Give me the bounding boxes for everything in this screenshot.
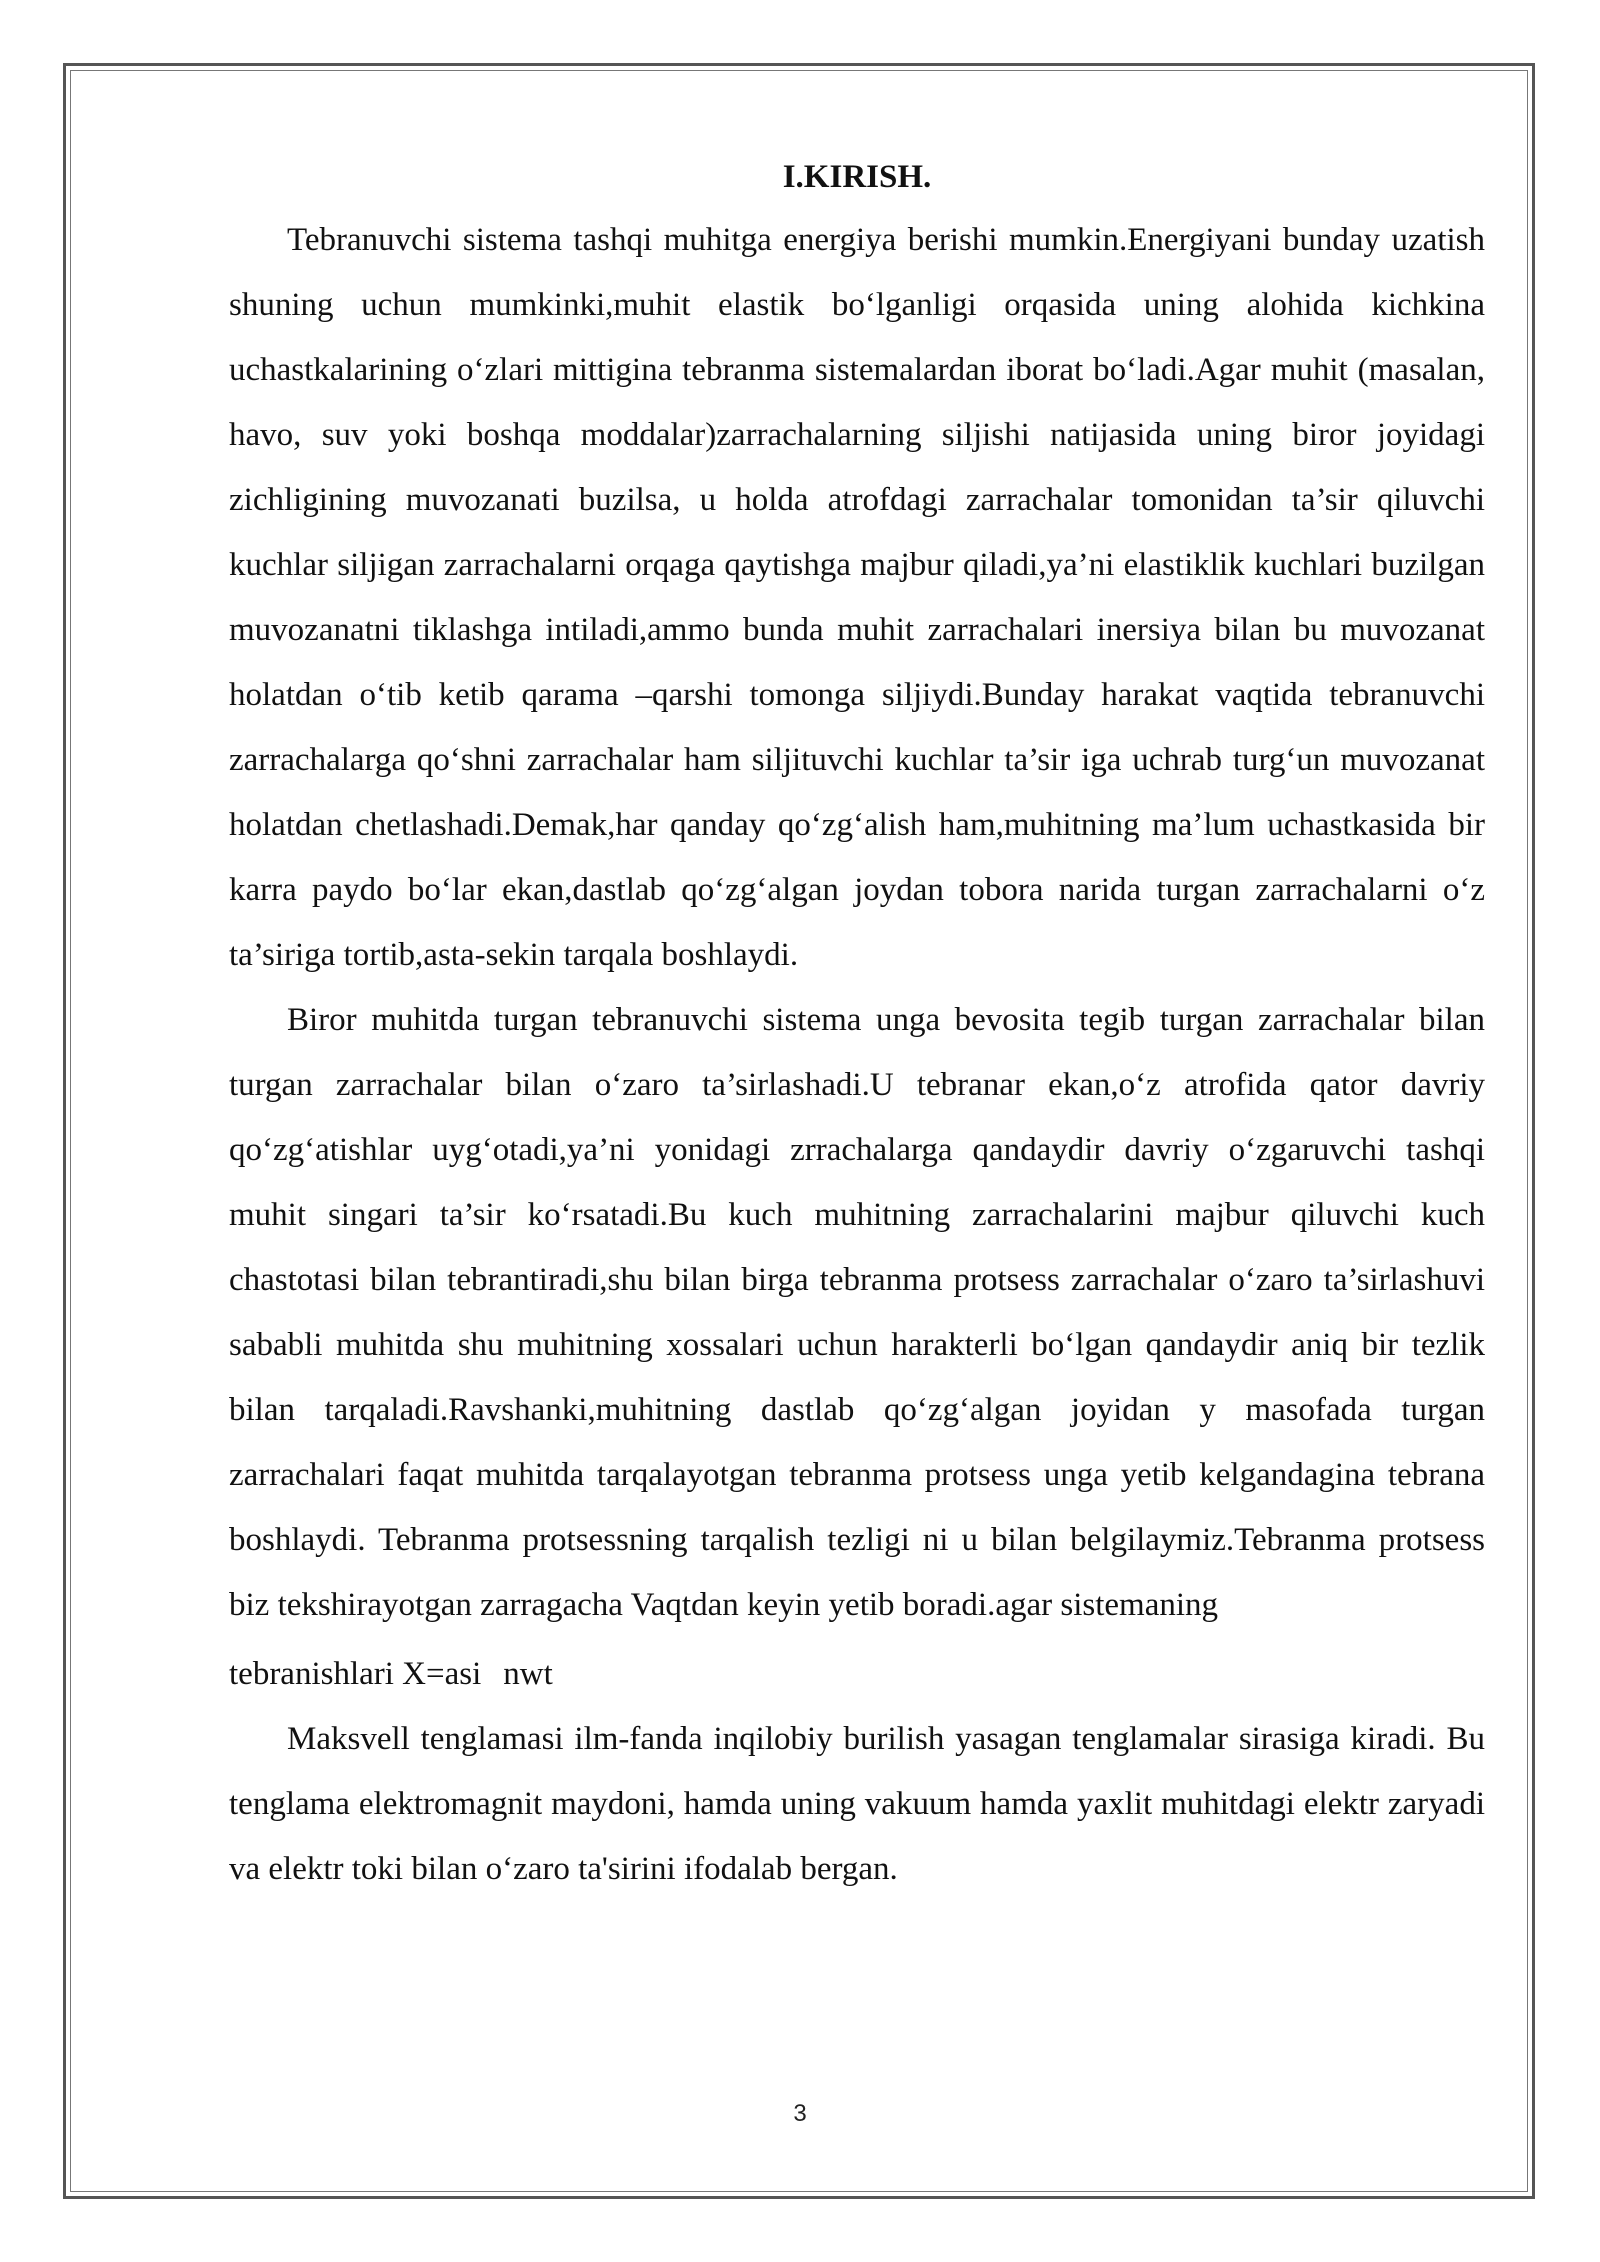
paragraph-2: Biror muhitda turgan tebranuvchi sistema unga bevosita tegib turgan zarrachalar bilan turgan zarrachalar bilan o‘zaro ta’sirlashadi.U tebranar ekan,o‘z atrofida qator davriy qo‘zg‘atishlar uyg‘otadi,ya’ni yonidagi zrrachalarga qandaydir davriy o‘zgaruvchi tashqi muhit singari ta’sir ko‘rsatadi.Bu kuch muhitning zarrachalarini majbur qiluvchi kuch chastotasi bilan tebrantiradi,shu bilan birga tebranma protsess zarrachalar o‘zaro ta’sirlashuvi sababli muhitda shu muhitning xossalari uchun harakterli bo‘lgan qandaydir aniq bir tezlik bilan tarqaladi.Ravshanki,muhitning dastlab qo‘zg‘algan joyidan y masofada turgan zarrachalari faqat muhitda tarqalayotgan tebranma protsess unga yetib kelgandagina tebrana boshlaydi. Tebranma protsessning tarqalish tezligi ni u bilan belgilaymiz.Tebranma protsess biz tekshirayotgan zarragacha Vaqtdan keyin yetib boradi.agar sistemaning [229, 1002, 1485, 1623]
section-heading: I.KIRISH. [782, 159, 932, 195]
page-number: 3 [793, 2100, 807, 2127]
formula-text: tebranishlari X=asi [229, 1656, 482, 1692]
formula-line [229, 1642, 1485, 1707]
paragraph-1: Tebranuvchi sistema tashqi muhitga energiya berishi mumkin.Energiyani bunday uzatish shuning uchun mumkinki,muhit elastik bo‘lganligi orqasida uning alohida kichkina uchastkalarining o‘zlari mittigina tebranma sistemalardan iborat bo‘ladi.Agar muhit (masalan, havo, suv yoki boshqa moddalar)zarrachalarning siljishi natijasida uning biror joyidagi zichligining muvozanati buzilsa, u holda atrofdagi zarrachalar tomonidan ta’sir qiluvchi kuchlar siljigan zarrachalarni orqaga qaytishga majbur qiladi,ya’ni elastiklik kuchlari buzilgan muvozanatni tiklashga intiladi,ammo bunda muhit zarrachalari inersiya bilan bu muvozanat holatdan o‘tib ketib qarama –qarshi tomonga siljiydi.Bunday harakat vaqtida tebranuvchi zarrachalarga qo‘shni zarrachalar ham siljituvchi kuchlar ta’sir iga uchrab turg‘un muvozanat holatdan chetlashadi.Demak,har qanday qo‘zg‘alish ham,muhitning ma’lum uchastkasida bir karra paydo bo‘lar ekan,dastlab qo‘zg‘algan joydan tobora narida turgan zarrachalarni o‘z ta’siriga tortib,asta-sekin tarqala boshlaydi. [229, 222, 1485, 973]
paragraph-3: Maksvell tenglamasi ilm-fanda inqilobiy burilish yasagan tenglamalar sirasiga kiradi. Bu tenglama elektromagnit maydoni, hamda uning vakuum hamda yaxlit muhitdagi elektr zaryadi va elektr toki bilan o‘zaro ta'sirini ifodalab bergan. [229, 1721, 1485, 1887]
document-body [229, 150, 1485, 1902]
formula-tail: nwt [503, 1656, 553, 1692]
